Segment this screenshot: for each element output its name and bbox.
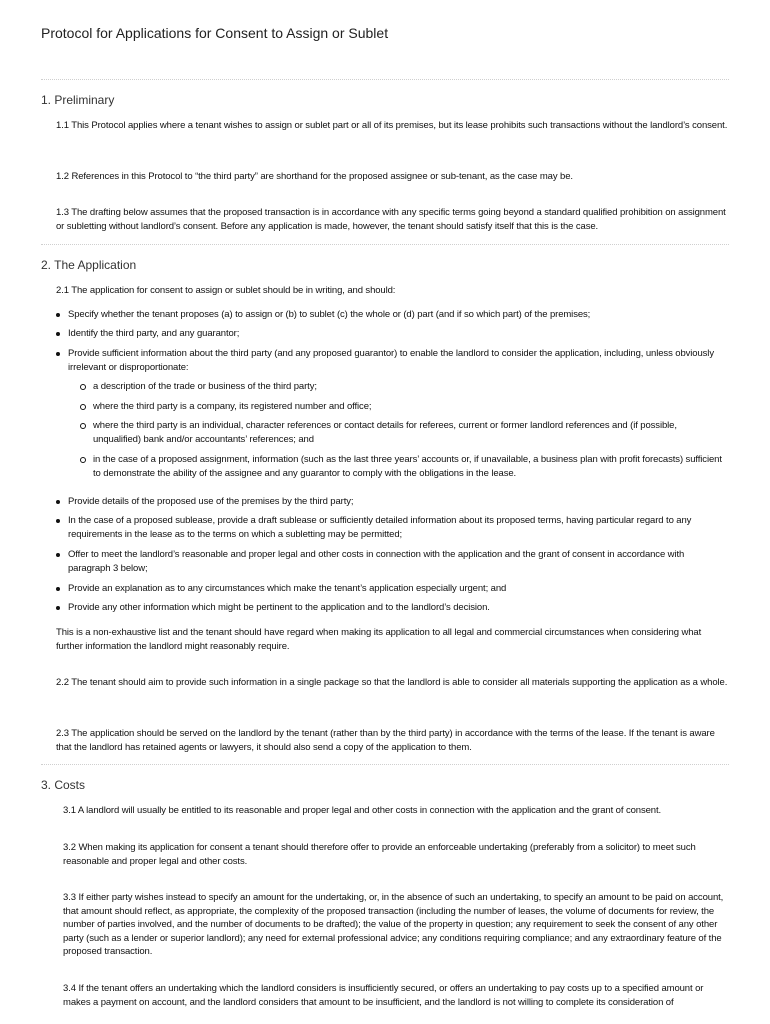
list-item: In the case of a proposed sublease, provide a draft sublease or sufficiently detailed information about its proposed terms, having particular regard to any requirements in the lease as to the terms on which a subletting may be permitted; (56, 514, 726, 541)
list-item: Specify whether the tenant proposes (a) to assign or (b) to sublet (c) the whole or (d) part (and if so which part) of the premises; (56, 308, 726, 322)
bullet-icon (56, 519, 60, 523)
sub-list-item: in the case of a proposed assignment, information (such as the last three years’ accounts or, if unavailable, a business plan with profit forecasts) sufficient to demonstrate the ability of the assignee and any guarantor to comply with the obligations in the lease. (80, 453, 725, 480)
list-closing-note: This is a non-exhaustive list and the tenant should have regard when making its application to all legal and commercial circumstances when considering what further information the landlord might reasonably require. (56, 627, 702, 652)
paragraph-3-4: 3.4 If the tenant offers an undertaking which the landlord considers is insufficiently secured, or offers an undertaking to pay costs up to a specified amount or makes a payment on account, and the landlord considers that amount to be insufficient, and the landlord is not willing to complete its consideration of (63, 983, 704, 1008)
list-item: Offer to meet the landlord’s reasonable and proper legal and other costs in connection with the application and the grant of consent in accordance with paragraph 3 below; (56, 548, 726, 575)
list-item: Provide an explanation as to any circumstances which make the tenant’s application especially urgent; and (56, 582, 726, 596)
section-heading-costs: 3. Costs (41, 778, 86, 792)
bullet-icon (56, 606, 60, 610)
bullet-icon (56, 500, 60, 504)
circle-bullet-icon (80, 457, 86, 463)
section-heading-preliminary: 1. Preliminary (41, 93, 115, 107)
circle-bullet-icon (80, 384, 86, 390)
list-item: Provide details of the proposed use of the premises by the third party; (56, 495, 726, 509)
circle-bullet-icon (80, 423, 86, 429)
circle-bullet-icon (80, 404, 86, 410)
paragraph-2-3: 2.3 The application should be served on the landlord by the tenant (rather than by the third party) in accordance with the terms of the lease. If the tenant is aware that the landlord has retained agents or lawyers, it should also send a copy of the application to them. (56, 728, 715, 753)
sub-list-item: where the third party is a company, its registered number and office; (80, 400, 725, 414)
paragraph-3-1: 3.1 A landlord will usually be entitled to its reasonable and proper legal and other costs in connection with the application and the grant of consent. (63, 805, 662, 816)
list-item: Identify the third party, and any guarantor; (56, 327, 726, 341)
bullet-icon (56, 313, 60, 317)
paragraph-1-3: 1.3 The drafting below assumes that the proposed transaction is in accordance with any specific terms going beyond a standard qualified prohibition on assignment or subletting without landlord’s consent. Before any application is made, however, the tenant should satisfy itself that this is the case. (56, 207, 726, 232)
paragraph-1-1: 1.1 This Protocol applies where a tenant wishes to assign or sublet part or all of its premises, but its lease prohibits such transactions without the landlord’s consent. (56, 120, 728, 131)
list-item: Provide any other information which might be pertinent to the application and to the landlord’s decision. (56, 601, 726, 615)
divider (41, 79, 729, 80)
sub-list-item: a description of the trade or business of the third party; (80, 380, 725, 394)
bullet-icon (56, 332, 60, 336)
divider (41, 764, 729, 765)
divider (41, 244, 729, 245)
paragraph-3-2: 3.2 When making its application for consent a tenant should therefore offer to provide an enforceable undertaking (preferably from a solicitor) to meet such reasonable and proper legal and other costs. (63, 842, 696, 867)
paragraph-3-3: 3.3 If either party wishes instead to specify an amount for the undertaking, or, in the absence of such an undertaking, to specify an amount to be paid on account, that amount should reflect, as appropriate, the complexity of the proposed transaction (including the number of leases, the volume of documents for review, the number of parties involved, and the number of documents to be drafted); the value of the property in question; any requirement to seek the consent of any other party (such as a lender or superior landlord); any need for external professional advice; any conditions requiring compliance; and any extraordinary feature of the proposed transaction. (63, 892, 724, 957)
bullet-icon (56, 587, 60, 591)
paragraph-1-2: 1.2 References in this Protocol to “the third party” are shorthand for the proposed assignee or sub-tenant, as the case may be. (56, 171, 573, 182)
document-title: Protocol for Applications for Consent to Assign or Sublet (41, 25, 389, 41)
list-item: Provide sufficient information about the third party (and any proposed guarantor) to enable the landlord to consider the application, including, unless obviously irrelevant or disproportionate: (56, 347, 726, 374)
paragraph-2-1: 2.1 The application for consent to assign or sublet should be in writing, and should: (56, 285, 396, 296)
paragraph-2-2: 2.2 The tenant should aim to provide such information in a single package so that the landlord is able to consider all materials supporting the application as a whole. (56, 677, 728, 688)
sub-list-item: where the third party is an individual, character references or contact details for referees, current or former landlord references and (if possible, unqualified) bank and/or accountants’ references; and (80, 419, 725, 446)
bullet-icon (56, 352, 60, 356)
bullet-icon (56, 553, 60, 557)
section-heading-application: 2. The Application (41, 258, 137, 272)
